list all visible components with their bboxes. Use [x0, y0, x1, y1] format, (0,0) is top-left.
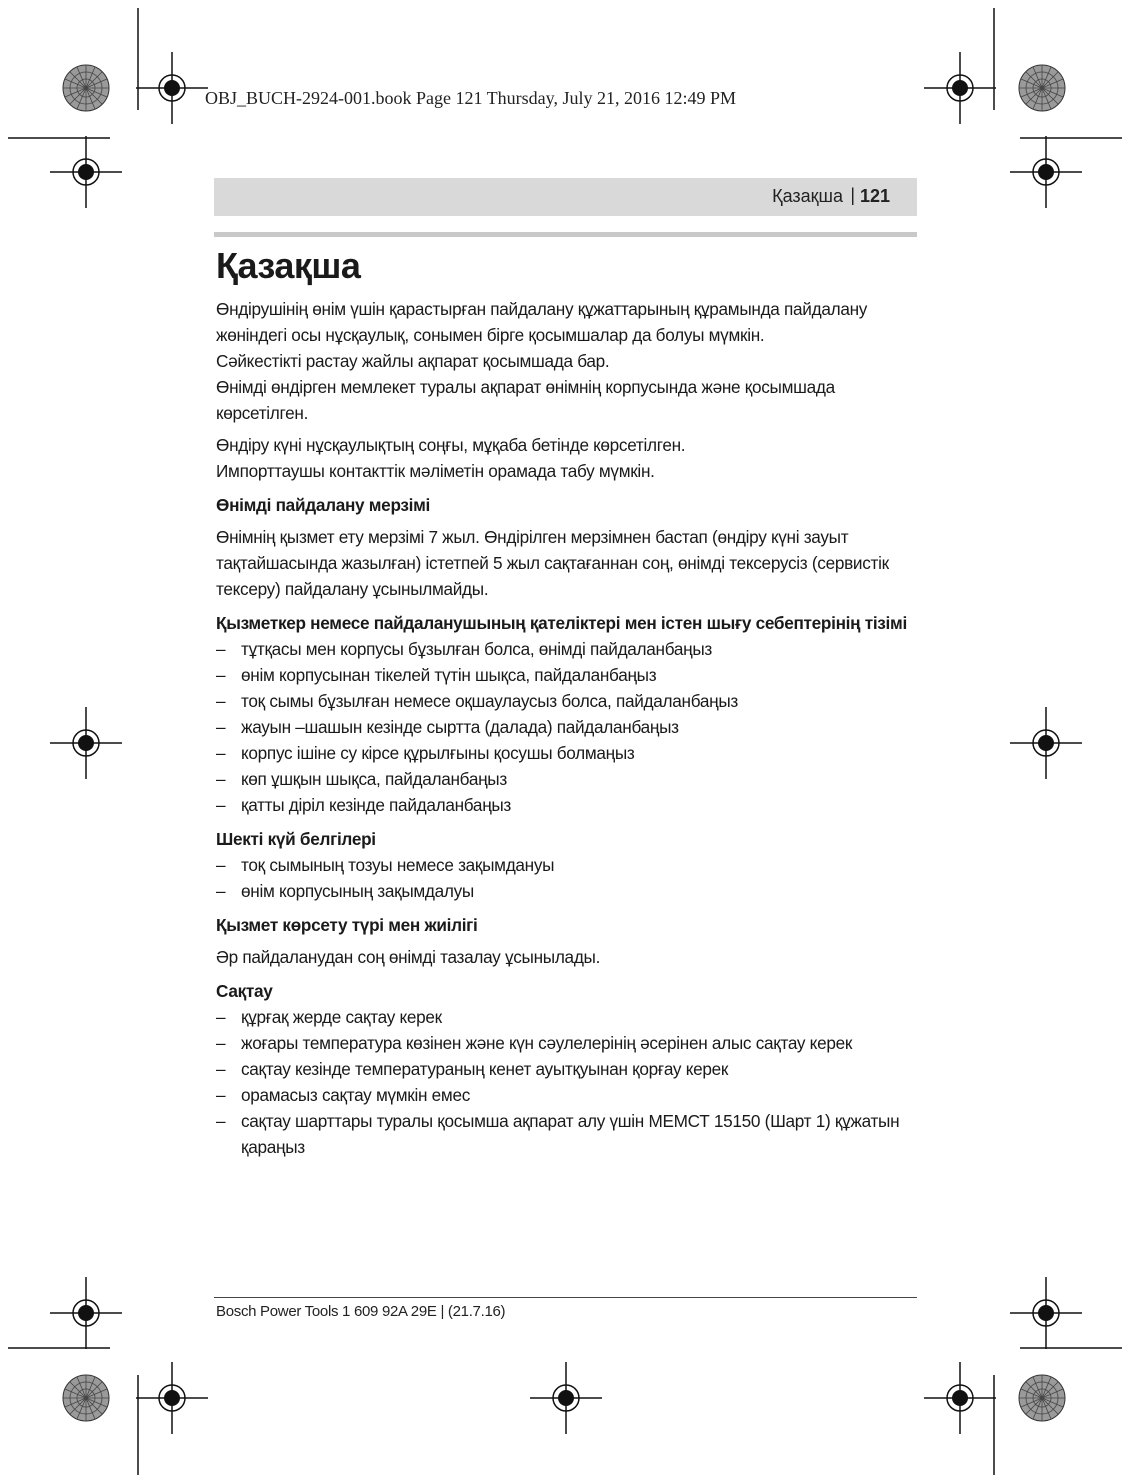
- section-heading-service: Қызмет көрсету түрі мен жиілігі: [216, 915, 478, 935]
- dash-bullet: –: [216, 881, 226, 901]
- intro-paragraph: Өндірушінің өнім үшін қарастырған пайдалану құжаттарының құрамында пайдалану жөніндегі осы нұсқаулық, сонымен бірге қосымшалар да болуы мүмкін.: [216, 299, 868, 345]
- page-number: 121: [859, 186, 890, 206]
- failures-list: [216, 636, 916, 818]
- dash-bullet: –: [216, 1033, 226, 1053]
- dash-bullet: –: [216, 1085, 226, 1105]
- dash-bullet: –: [216, 639, 226, 659]
- section-heading-limits: Шекті күй белгілері: [216, 829, 376, 849]
- service-text: Әр пайдаланудан соң өнімді тазалау ұсынылады.: [216, 947, 601, 967]
- dash-bullet: –: [216, 717, 226, 737]
- list-item: – көп ұшқын шықса, пайдаланбаңыз: [216, 766, 916, 792]
- dash-bullet: –: [216, 665, 226, 685]
- dash-bullet: –: [216, 1111, 226, 1131]
- list-item: – сақтау шарттары туралы қосымша ақпарат алу үшін МЕМСТ 15150 (Шарт 1) құжатын қараңыз: [216, 1108, 916, 1160]
- book-slug-header: OBJ_BUCH-2924-001.book Page 121 Thursday, July 21, 2016 12:49 PM: [205, 88, 737, 108]
- section-heading-lifetime: Өнімді пайдалану мерзімі: [216, 495, 431, 515]
- section-heading-failures: Қызметкер немесе пайдаланушының қателіктері мен істен шығу себептерінің тізімі: [216, 613, 907, 633]
- footer-rule: [214, 1297, 917, 1298]
- header-language: Қазақша: [772, 186, 843, 206]
- dash-bullet: –: [216, 743, 226, 763]
- header-separator: |: [850, 185, 855, 205]
- dash-bullet: –: [216, 769, 226, 789]
- list-item: – сақтау кезінде температураның кенет ауытқуынан қорғау керек: [216, 1056, 916, 1082]
- page-content: [216, 240, 916, 1160]
- list-item: – тоқ сымының тозуы немесе зақымдануы: [216, 852, 916, 878]
- page-title: Қазақша: [216, 245, 361, 286]
- list-item: – өнім корпусының зақымдалуы: [216, 878, 916, 904]
- list-item: – құрғақ жерде сақтау керек: [216, 1004, 916, 1030]
- dash-bullet: –: [216, 691, 226, 711]
- dash-bullet: –: [216, 1007, 226, 1027]
- intro-paragraph: Өнімді өндірген мемлекет туралы ақпарат өнімнің корпусында және қосымшада көрсетілген.: [216, 377, 835, 423]
- list-item: – корпус ішіне су кірсе құрылғыны қосушы болмаңыз: [216, 740, 916, 766]
- list-item: – жауын –шашын кезінде сыртта (далада) пайдаланбаңыз: [216, 714, 916, 740]
- dash-bullet: –: [216, 1059, 226, 1079]
- list-item: – жоғары температура көзінен және күн сәулелерінің әсерінен алыс сақтау керек: [216, 1030, 916, 1056]
- intro-paragraph: Өндіру күні нұсқаулықтың соңғы, мұқаба бетінде көрсетілген.: [216, 435, 686, 455]
- section-heading-storage: Сақтау: [216, 981, 273, 1001]
- header-rule: [214, 232, 917, 237]
- dash-bullet: –: [216, 795, 226, 815]
- limits-list: [216, 852, 916, 904]
- list-item: – тоқ сымы бұзылған немесе оқшаулаусыз болса, пайдаланбаңыз: [216, 688, 916, 714]
- page-footer: Bosch Power Tools 1 609 92A 29E | (21.7.16): [216, 1303, 506, 1320]
- intro-paragraph: Сәйкестікті растау жайлы ақпарат қосымшада бар.: [216, 351, 610, 371]
- list-item: – орамасыз сақтау мүмкін емес: [216, 1082, 916, 1108]
- list-item: – қатты діріл кезінде пайдаланбаңыз: [216, 792, 916, 818]
- intro-paragraph: Импорттаушы контакттік мәліметін орамада табу мүмкін.: [216, 461, 655, 481]
- dash-bullet: –: [216, 855, 226, 875]
- storage-list: [216, 1004, 916, 1160]
- running-header: [214, 178, 917, 216]
- lifetime-text: Өнімнің қызмет ету мерзімі 7 жыл. Өндірілген мерзімнен бастап (өндіру күні зауыт тақтайшасында жазылған) істетпей 5 жыл сақтағаннан соң, өнімді тексерусіз (сервистік тексеру) пайдалану ұсынылмайды.: [216, 527, 889, 599]
- list-item: – тұтқасы мен корпусы бұзылған болса, өнімді пайдаланбаңыз: [216, 636, 916, 662]
- list-item: – өнім корпусынан тікелей түтін шықса, пайдаланбаңыз: [216, 662, 916, 688]
